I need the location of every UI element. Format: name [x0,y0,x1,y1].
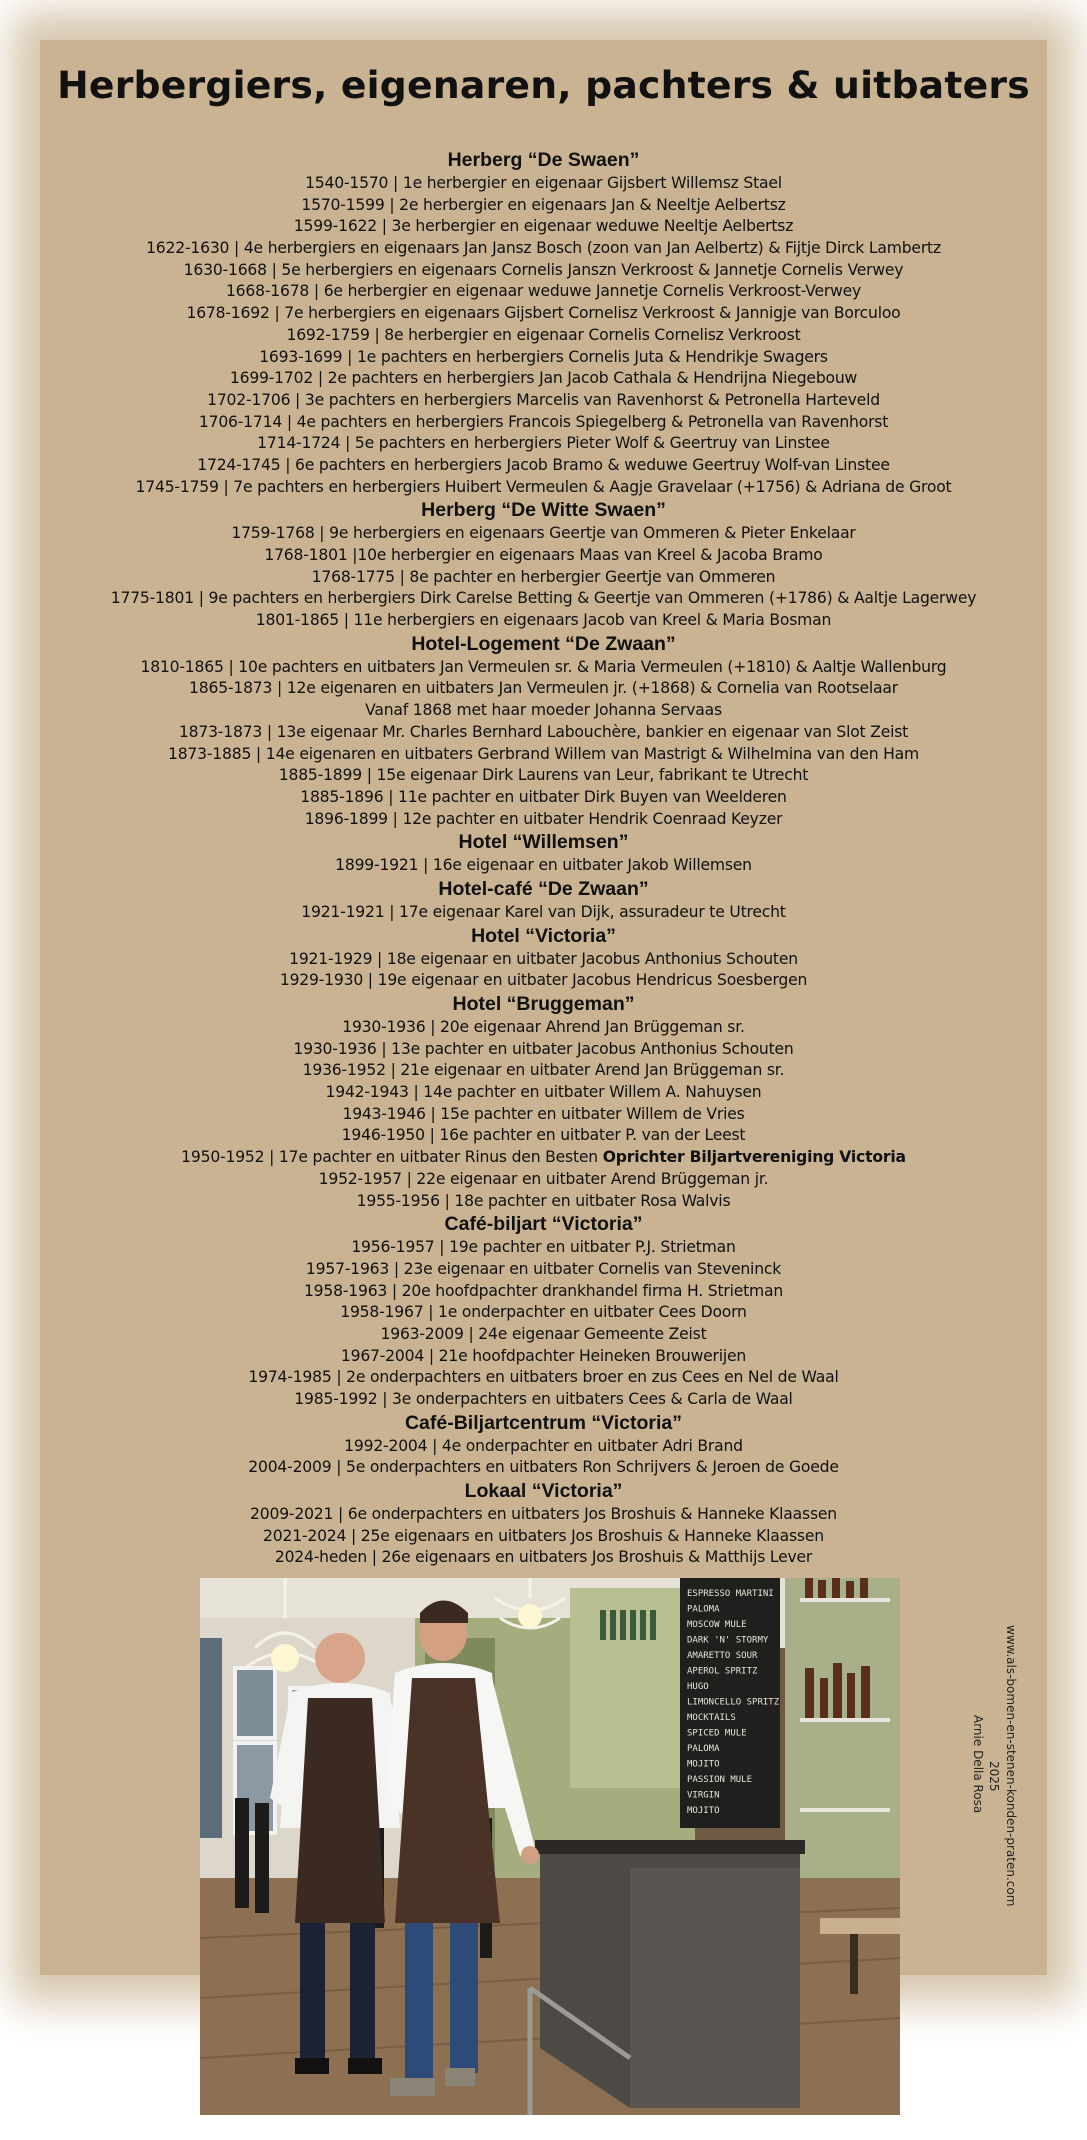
timeline-entry [40,412,1047,434]
timeline-entry-text: 1896-1899 | 12e pachter en uitbater Hendrik Coenraad Keyzer [304,809,783,828]
timeline-entry [40,216,1047,238]
bar-photo-illustration [200,1578,900,2115]
timeline-entry-text: 1801-1865 | 11e herbergiers en eigenaars Jacob van Kreel & Maria Bosman [255,611,832,630]
timeline-entry-text: 1630-1668 | 5e herbergiers en eigenaars Cornelis Janszn Verkroost & Jannetje Cornelis Verwey [183,260,904,279]
timeline-entry-text: 1622-1630 | 4e herbergiers en eigenaars Jan Jansz Bosch (zoon van Jan Aelbertz) & Fijtje Dirck Lambertz [146,239,941,258]
timeline-entry [40,1237,1047,1259]
timeline-entry-text: 1930-1936 | 20e eigenaar Ahrend Jan Brüggeman sr. [342,1018,745,1036]
section-title: Herberg “De Witte Swaen” [421,499,666,522]
timeline-entry [40,1504,1047,1526]
timeline-entry [40,303,1047,325]
timeline-entry [40,1346,1047,1368]
chalkboard-line: DARK 'N' STORMY [687,1635,769,1646]
timeline-entry [40,1017,1047,1039]
timeline-entry-text: 2009-2021 | 6e onderpachters en uitbaters Jos Broshuis & Hanneke Klaassen [250,1505,837,1524]
timeline-entry-text: 2004-2009 | 5e onderpachters en uitbaters Ron Schrijvers & Jeroen de Goede [248,1458,839,1477]
timeline-entry-text: 1974-1985 | 2e onderpachters en uitbaters broer en zus Cees en Nel de Waal [248,1368,839,1387]
timeline-entry [40,855,1047,877]
timeline-entry-text: 1714-1724 | 5e pachters en herbergiers Pieter Wolf & Geertruy van Linstee [257,434,830,453]
timeline-entry-text: 1724-1745 | 6e pachters en herbergiers Jacob Bramo & weduwe Geertruy Wolf-van Linstee [197,455,890,474]
timeline-entry [40,1367,1047,1389]
chalkboard-line: PASSION MULE [687,1775,753,1785]
timeline-entry [40,678,1047,700]
timeline-entry [40,238,1047,260]
timeline-entry [40,949,1047,971]
timeline-entry [40,1389,1047,1411]
timeline-entry-text: 1540-1570 | 1e herbergier en eigenaar Gijsbert Willemsz Stael [305,174,782,192]
bar-photo [200,1578,900,2115]
section-title: Herberg “De Swaen” [447,149,640,171]
chalkboard-line: AMARETTO SOUR [687,1651,758,1661]
timeline-entry [40,545,1047,567]
timeline-entry-text: 1693-1699 | 1e pachters en herbergiers Cornelis Juta & Hendrikje Swagers [259,347,828,366]
section-title: Hotel “Willemsen” [458,831,629,854]
timeline-entry-text: 1570-1599 | 2e herbergier en eigenaars Jan & Neeltje Aelbertsz [301,195,786,214]
timeline-entry [40,610,1047,632]
timeline-entry [40,1082,1047,1104]
section-title: Hotel “Bruggeman” [452,993,635,1015]
timeline-entry [40,809,1047,831]
timeline-entry [40,433,1047,455]
timeline-entry-text: 1699-1702 | 2e pachters en herbergiers Jan Jacob Cathala & Hendrijna Niegebouw [229,369,858,388]
timeline-entry-text: 1692-1759 | 8e herbergier en eigenaar Cornelis Cornelisz Verkroost [286,325,801,344]
timeline-entry [40,477,1047,499]
section-title: Café-Biljartcentrum “Victoria” [404,1411,683,1434]
timeline-entry [40,1125,1047,1147]
timeline-entry [40,970,1047,992]
timeline-entry [40,700,1047,722]
timeline-entry-text: 1873-1873 | 13e eigenaar Mr. Charles Bernhard Labouchère, bankier en eigenaar van Slot Zeist [178,722,909,741]
timeline-entry [40,347,1047,369]
timeline-entry-text: 1950-1952 | 17e pachter en uitbater Rinus den Besten [181,1148,598,1167]
timeline-entry-text: 1958-1967 | 1e onderpachter en uitbater Cees Doorn [340,1303,747,1322]
timeline-entry-text: 1745-1759 | 7e pachters en herbergiers Huibert Vermeulen & Aagje Gravelaar (+1756) & Adriana de Groot [135,477,952,496]
timeline-entry [40,455,1047,477]
timeline-entry [40,588,1047,610]
timeline-entry [40,1457,1047,1479]
credit-year: 2025 [987,1761,1001,1792]
timeline-entry-text: 1921-1929 | 18e eigenaar en uitbater Jacobus Anthonius Schouten [289,949,798,968]
chalkboard-line: MOJITO [687,1759,720,1770]
chalkboard-line: SPICED MULE [687,1728,747,1739]
timeline-entry-text: 1942-1943 | 14e pachter en uitbater Willem A. Nahuysen [325,1083,762,1102]
timeline-entry-text: 1706-1714 | 4e pachters en herbergiers Francois Spiegelberg & Petronella van Ravenhorst [198,412,889,431]
timeline-entry-text: 1768-1775 | 8e pachter en herbergier Geertje van Ommeren [311,567,776,586]
timeline-entry-text: 1929-1930 | 19e eigenaar en uitbater Jacobus Hendricus Soesbergen [279,971,808,990]
timeline-entry-text: 1952-1957 | 22e eigenaar en uitbater Arend Brüggeman jr. [318,1169,769,1188]
chalkboard-line: APEROL SPRITZ [687,1666,758,1677]
timeline-entry [40,1191,1047,1213]
timeline-entry [40,722,1047,744]
chalkboard-line: HUGO [687,1682,709,1692]
section-title: Hotel-café “De Zwaan” [438,877,649,900]
timeline-entry [40,195,1047,217]
timeline-entry [40,368,1047,390]
timeline-entry [40,657,1047,679]
timeline-entry-text: 1946-1950 | 16e pachter en uitbater P. van der Leest [341,1126,746,1145]
section-title: Café-biljart “Victoria” [444,1213,643,1236]
timeline-entry-text: 1967-2004 | 21e hoofdpachter Heineken Brouwerijen [340,1346,747,1365]
timeline-entry-text: 1921-1921 | 17e eigenaar Karel van Dijk, assuradeur te Utrecht [301,902,786,921]
chalkboard-line: MOJITO [687,1806,720,1816]
timeline-entry-text: 1899-1921 | 16e eigenaar en uitbater Jakob Willemsen [335,856,752,875]
timeline-entry-text: 1775-1801 | 9e pachters en herbergiers Dirk Carelse Betting & Geertje van Ommeren (+1786) & Aaltje Lagerwey [110,589,977,608]
credit-url: www.als-bomen-en-stenen-konden-praten.com [1004,1625,1018,1907]
timeline-entry-text: 1873-1885 | 14e eigenaren en uitbaters Gerbrand Willem van Mastrigt & Wilhelmina van den Ham [167,744,920,763]
timeline-entry-text: 1957-1963 | 23e eigenaar en uitbater Cornelis van Steveninck [305,1259,782,1278]
timeline-entry-text: 1668-1678 | 6e herbergier en eigenaar weduwe Jannetje Cornelis Verkroost-Verwey [225,282,862,301]
timeline-entry [40,390,1047,412]
timeline-entry-text: 1992-2004 | 4e onderpachter en uitbater Adri Brand [344,1436,743,1455]
timeline-entry [40,1104,1047,1126]
timeline-entry-text: 1963-2009 | 24e eigenaar Gemeente Zeist [380,1324,707,1343]
page-title: Herbergiers, eigenaren, pachters & uitbaters [57,64,1030,107]
timeline-entry [40,567,1047,589]
timeline-entry [40,1259,1047,1281]
chalkboard-line: ESPRESSO MARTINI [687,1589,774,1599]
timeline-entry-text: 1810-1865 | 10e pachters en uitbaters Jan Vermeulen sr. & Maria Vermeulen (+1810) & Aaltje Wallenburg [140,657,947,676]
timeline-entry [40,260,1047,282]
timeline-entry-text: 1702-1706 | 3e pachters en herbergiers Marcelis van Ravenhorst & Petronella Harteveld [207,390,880,409]
timeline-entry [40,1039,1047,1061]
timeline-entry-text: 1955-1956 | 18e pachter en uitbater Rosa Walvis [356,1191,731,1210]
timeline-entry-text: 1943-1946 | 15e pachter en uitbater Willem de Vries [342,1104,745,1123]
chalkboard-line: PALOMA [687,1744,720,1754]
timeline-entry [40,1302,1047,1324]
section-title: Hotel-Logement “De Zwaan” [411,632,676,655]
chalkboard-line: MOSCOW MULE [687,1620,747,1630]
timeline-entry [40,1060,1047,1082]
timeline-entry [40,744,1047,766]
timeline-entry-text: Vanaf 1868 met haar moeder Johanna Servaas [365,701,722,720]
timeline-entry [40,523,1047,545]
timeline-entry [40,1526,1047,1548]
timeline-entry [40,1169,1047,1191]
timeline-entry-text: 1930-1936 | 13e pachter en uitbater Jacobus Anthonius Schouten [293,1039,794,1058]
timeline-entry-text: 1768-1801 |10e herbergier en eigenaars Maas van Kreel & Jacoba Bramo [264,546,823,564]
timeline-entry-text: 1958-1963 | 20e hoofdpachter drankhandel firma H. Strietman [303,1281,784,1300]
timeline-entry-text: 1885-1899 | 15e eigenaar Dirk Laurens van Leur, fabrikant te Utrecht [278,766,809,785]
chalkboard-line: VIRGIN [687,1790,720,1801]
timeline-entry [40,1324,1047,1346]
timeline-entry [40,325,1047,347]
timeline-entry-text: 2021-2024 | 25e eigenaars en uitbaters Jos Broshuis & Hanneke Klaassen [263,1526,824,1545]
timeline-entry-text: 2024-heden | 26e eigenaars en uitbaters Jos Broshuis & Matthijs Lever [274,1548,813,1567]
chalkboard-line: LIMONCELLO SPRITZ [687,1697,780,1708]
timeline-entry-text: 1985-1992 | 3e onderpachters en uitbaters Cees & Carla de Waal [294,1390,793,1408]
highlight-note: Oprichter Biljartvereniging Victoria [602,1148,906,1167]
chalkboard-line: PALOMA [687,1604,720,1615]
timeline-entry-text: 1678-1692 | 7e herbergiers en eigenaars Gijsbert Cornelisz Verkroost & Jannigje van Borculoo [186,304,901,323]
timeline-entry [40,1281,1047,1303]
timeline-entry-text: 1865-1873 | 12e eigenaren en uitbaters Jan Vermeulen jr. (+1868) & Cornelia van Rootselaar [189,679,898,698]
timeline-entry [40,1147,1047,1169]
timeline-entry-text: 1885-1896 | 11e pachter en uitbater Dirk Buyen van Weelderen [300,787,787,806]
timeline-entry [40,1547,1047,1569]
timeline-entry-text: 1936-1952 | 21e eigenaar en uitbater Arend Jan Brüggeman sr. [302,1061,785,1080]
timeline-entry [40,1436,1047,1458]
timeline-entry [40,902,1047,924]
timeline-entry [40,787,1047,809]
timeline-entry-text: 1956-1957 | 19e pachter en uitbater P.J. Strietman [351,1238,736,1257]
timeline-entry [40,173,1047,195]
section-title: Lokaal “Victoria” [464,1480,623,1503]
section-title: Hotel “Victoria” [471,924,616,947]
timeline-entry [40,281,1047,303]
timeline-entry [40,765,1047,787]
chalkboard-line: MOCKTAILS [687,1713,736,1723]
timeline [40,148,1047,1569]
timeline-entry-text: 1759-1768 | 9e herbergiers en eigenaars Geertje van Ommeren & Pieter Enkelaar [231,524,856,543]
credits [958,1625,1028,1925]
credit-author: Arnie Della Rosa [971,1715,985,1814]
timeline-entry-text: 1599-1622 | 3e herbergier en eigenaar weduwe Neeltje Aelbertsz [293,217,794,236]
